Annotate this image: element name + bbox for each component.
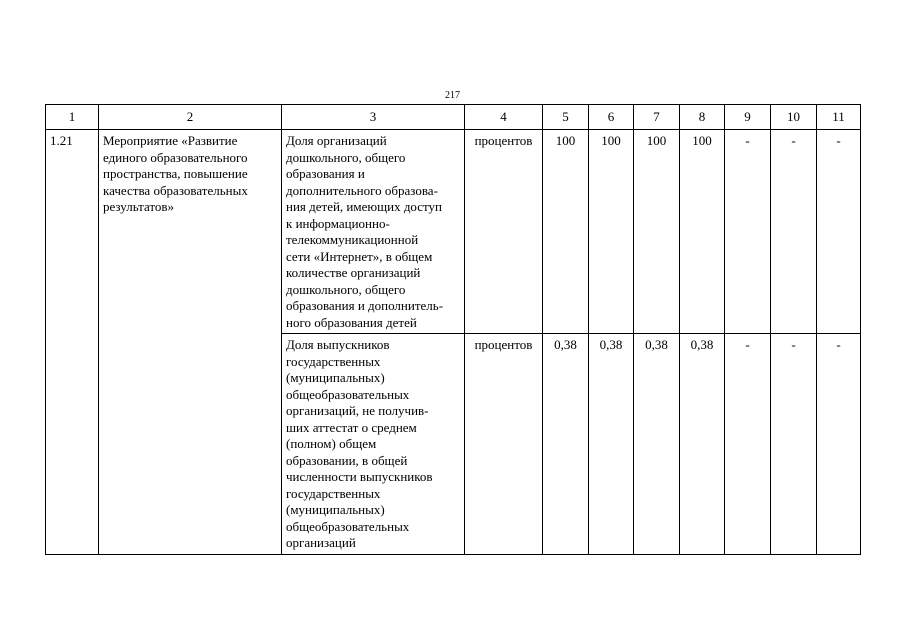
value-cell-9: - bbox=[725, 334, 771, 555]
value-cell-11: - bbox=[817, 334, 861, 555]
header-cell-2: 2 bbox=[99, 105, 282, 130]
value-cell-6: 0,38 bbox=[589, 334, 634, 555]
unit-cell: процентов bbox=[465, 334, 543, 555]
indicator-table bbox=[45, 104, 861, 555]
value-cell-6: 100 bbox=[589, 130, 634, 334]
header-cell-1: 1 bbox=[46, 105, 99, 130]
row-id-cell: 1.21 bbox=[46, 130, 99, 555]
header-cell-5: 5 bbox=[543, 105, 589, 130]
value-cell-8: 0,38 bbox=[680, 334, 725, 555]
header-cell-4: 4 bbox=[465, 105, 543, 130]
header-cell-3: 3 bbox=[282, 105, 465, 130]
indicator-text-cell: Доля выпускников государственных (муниципальных) общеобразовательных организаций, не получив- ших аттестат о среднем (полном) общем образовании, в общей численности выпускников государственных (муниципальных) общеобразовательных организаций bbox=[282, 334, 465, 555]
value-cell-7: 0,38 bbox=[634, 334, 680, 555]
event-name-cell: Мероприятие «Развитие единого образовательного пространства, повышение качества образовательных результатов» bbox=[99, 130, 282, 555]
header-cell-7: 7 bbox=[634, 105, 680, 130]
value-cell-10: - bbox=[771, 130, 817, 334]
indicator-text-cell: Доля организаций дошкольного, общего образования и дополнительного образова- ния детей, имеющих доступ к информационно- телекоммуникационной сети «Интернет», в общем количестве организаций дошкольного, общего образования и дополнитель- ного образования детей bbox=[282, 130, 465, 334]
value-cell-5: 100 bbox=[543, 130, 589, 334]
header-row bbox=[46, 105, 861, 130]
value-cell-8: 100 bbox=[680, 130, 725, 334]
header-cell-11: 11 bbox=[817, 105, 861, 130]
header-cell-9: 9 bbox=[725, 105, 771, 130]
value-cell-7: 100 bbox=[634, 130, 680, 334]
unit-cell: процентов bbox=[465, 130, 543, 334]
header-cell-8: 8 bbox=[680, 105, 725, 130]
page-number: 217 bbox=[445, 90, 460, 101]
value-cell-11: - bbox=[817, 130, 861, 334]
header-cell-6: 6 bbox=[589, 105, 634, 130]
table-row bbox=[46, 130, 861, 334]
header-cell-10: 10 bbox=[771, 105, 817, 130]
value-cell-5: 0,38 bbox=[543, 334, 589, 555]
value-cell-10: - bbox=[771, 334, 817, 555]
value-cell-9: - bbox=[725, 130, 771, 334]
